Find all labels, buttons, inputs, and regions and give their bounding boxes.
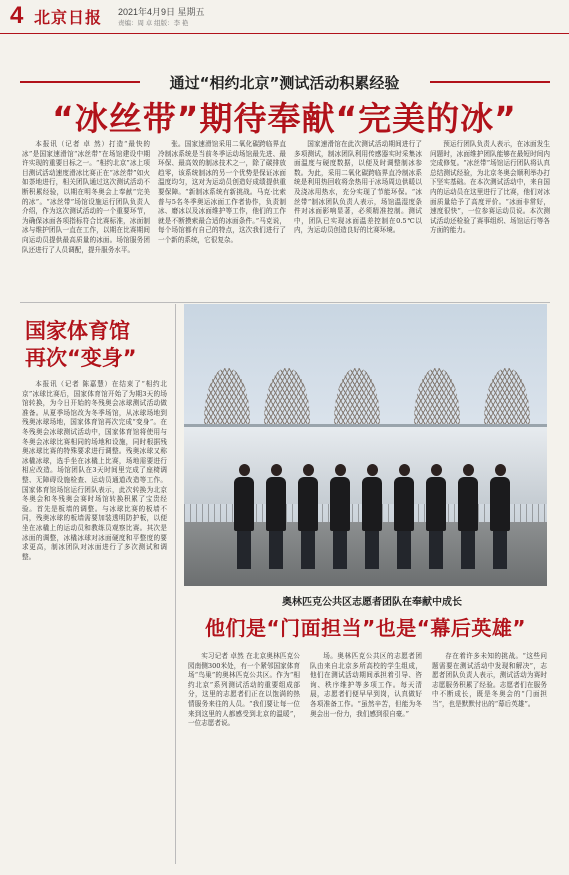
volunteer-figure [458, 464, 478, 569]
article1-column-4: 预运行团队负责人表示，在冰面发生问题时，冰面维护团队能够在最短时间内完成修复。“冰丝带”场馆运行团队将认真总结测试经验，为北京冬奥会顺利举办打下坚实基础。在本次测试活动中，来自国内的运动员在这里进行了比赛，他们对冰面质量给予了高度评价。“冰面非常好，速度很快”，一位参赛运动员说。本次测试活动还检验了赛事组织、场馆运行等各方面的能力。 [430, 140, 550, 235]
volunteer-figure [426, 464, 446, 569]
volunteer-figure [298, 464, 318, 569]
editor-line: 责编：周 卓 组版：李 艳 [118, 20, 189, 27]
article2-title [25, 318, 165, 372]
masthead [0, 0, 569, 34]
publication-date: 2021年4月9日 星期五 [118, 7, 205, 17]
volunteer-figure [330, 464, 350, 569]
article3-column-1: 实习记者 卓然 在北京奥林匹克公园南侧300米处，有一个紧邻国家体育场“鸟巢”的奥林匹克公共区。作为“相约北京”系列测试活动的重要组成部分，这里的志愿者们正在以饱满的热情服务来往的人员。“我们要让每一位来到这里的人都感受到北京的温暖”，一位志愿者说。 [188, 652, 300, 728]
article3-column-2: 场。奥林匹克公共区的志愿者团队由来自北京多所高校的学生组成，他们在测试活动期间承担着引导、咨询、秩序维护等多项工作。每天清晨，志愿者们便早早到岗，认真做好各项准备工作。“虽然辛苦，但能为冬奥会出一份力，我们感到很自豪。” [310, 652, 422, 718]
page-number: 4 [10, 2, 24, 29]
article1-column-2: 张。国家速滑馆采用二氧化碳跨临界直冷制冰系统是当前冬季运动场馆最先进、最环保、最高效的制冰技术之一，除了碳排放趋零，该系统制冰的另一个优势是保证冰面温度均匀，这对为运动员创造好成绩提供重要保障。“新制冰系统有新挑战。马克·比索普与5名冬季奥运冰面工作者协作，负责制冰、磨冰以及冰面维护等工作，他们的工作就是不断摸索最合适的冰面条件。”马克说，每个场馆都有自己的特点，这次我们进行了一个新的系统，它很复杂。 [158, 140, 286, 244]
volunteer-figure [362, 464, 382, 569]
article1-column-3: 国家速滑馆在此次测试活动期间进行了多项测试，制冰团队利用传感器实时采集冰面温度与硬度数据，以便及时调整制冰参数。为此，采用二氧化碳跨临界直冷制冰系统是利用热回收将余热用于冰场周边供暖以及浇冰用热水，充分实现了节能环保。“冰丝带”制冰团队负责人表示，场馆温湿度条件对冰面影响显著，必须精准控制。测试中，团队已实现冰面温差控制在0.5℃以内，为运动员创造良好的比赛环境。 [294, 140, 422, 235]
volunteer-figure [266, 464, 286, 569]
volunteer-figure [234, 464, 254, 569]
volunteer-figure [394, 464, 414, 569]
column-divider [175, 304, 176, 864]
photo-caption: 奥林匹克公共区志愿者团队在奉献中成长 [282, 597, 462, 608]
volunteer-team-photo [184, 304, 547, 586]
article-kicker: 通过“相约北京”测试活动积累经验 [169, 74, 400, 92]
newspaper-logo: 北京日报 [34, 8, 103, 27]
article2-title-line1: 国家体育馆 [25, 319, 130, 343]
article-headline: “冰丝带”期待奉献“完美的冰” [52, 99, 517, 138]
section-divider [20, 302, 550, 303]
volunteer-figure [490, 464, 510, 569]
article2-title-line2: 再次“变身” [25, 346, 137, 370]
article1-column-1: 本报讯（记者 卓 然）打造“最快的冰”是国家速滑馆“冰丝带”在场馆建设中期许实现的重要目标之一。“相约北京”冰上项目测试活动速度滑冰比赛正在“冰丝带”如火如荼地进行，相关团队通过这次测试活动不断积累经验，以期在明冬奥会上奉献“完美的冰”。“冰丝带”场馆设施运行团队负责人介绍，作为这次测试活动的一个重要环节，为确保冰面各项指标符合比赛标准，冰面制冰与维护团队一直在工作，以期在比赛期间向运动员提供最高质量的冰面。场馆服务团队还进行了人员调配，提升服务水平。 [22, 140, 150, 254]
article3-column-3: 存在着许多未知的挑战。“这些问题需要在测试活动中发现和解决”，志愿者团队负责人表示，测试活动为赛时志愿服务积累了经验。志愿者们在服务中不断成长，既是冬奥会的“门面担当”，也是默默付出的“幕后英雄”。 [432, 652, 547, 708]
article3-headline: 他们是“门面担当”也是“幕后英雄” [204, 616, 527, 640]
article2-body: 本报讯（记者 陈嘉慧）在结束了“相约北京”冰球比赛后，国家体育馆开始了为期3天的场馆转换，为今日开始的冬残奥会冰球测试活动做准备。从夏季场馆改为冬季场馆，从冰球场地到残奥冰球场地，国家体育馆再次完成“变身”。在冬残奥会冰球测试活动中，国家体育馆将使用与冬奥会冰球比赛相同的场地和设施，同时根据残奥冰球比赛的特殊要求进行调整。残奥冰球又称冰橇冰球，选手坐在冰橇上比赛，场地需要进行相应改造。场馆团队在3天时间里完成了座椅调整、无障碍设施检查、运动员通道改造等工作。国家体育馆场馆运行团队表示，此次转换为北京冬奥会和冬残奥会赛时场馆转换积累了宝贵经验。首先是板墙的调整。与冰球比赛的板墙不同，残奥冰球的板墙需要加装透明防护板，以便坐在冰橇上的运动员和教练员观察比赛。其次是冰面的调整，冰橇冰球对冰面硬度和平整度的要求更高，制冰团队对冰面进行了多次测试和调整。 [22, 380, 167, 561]
